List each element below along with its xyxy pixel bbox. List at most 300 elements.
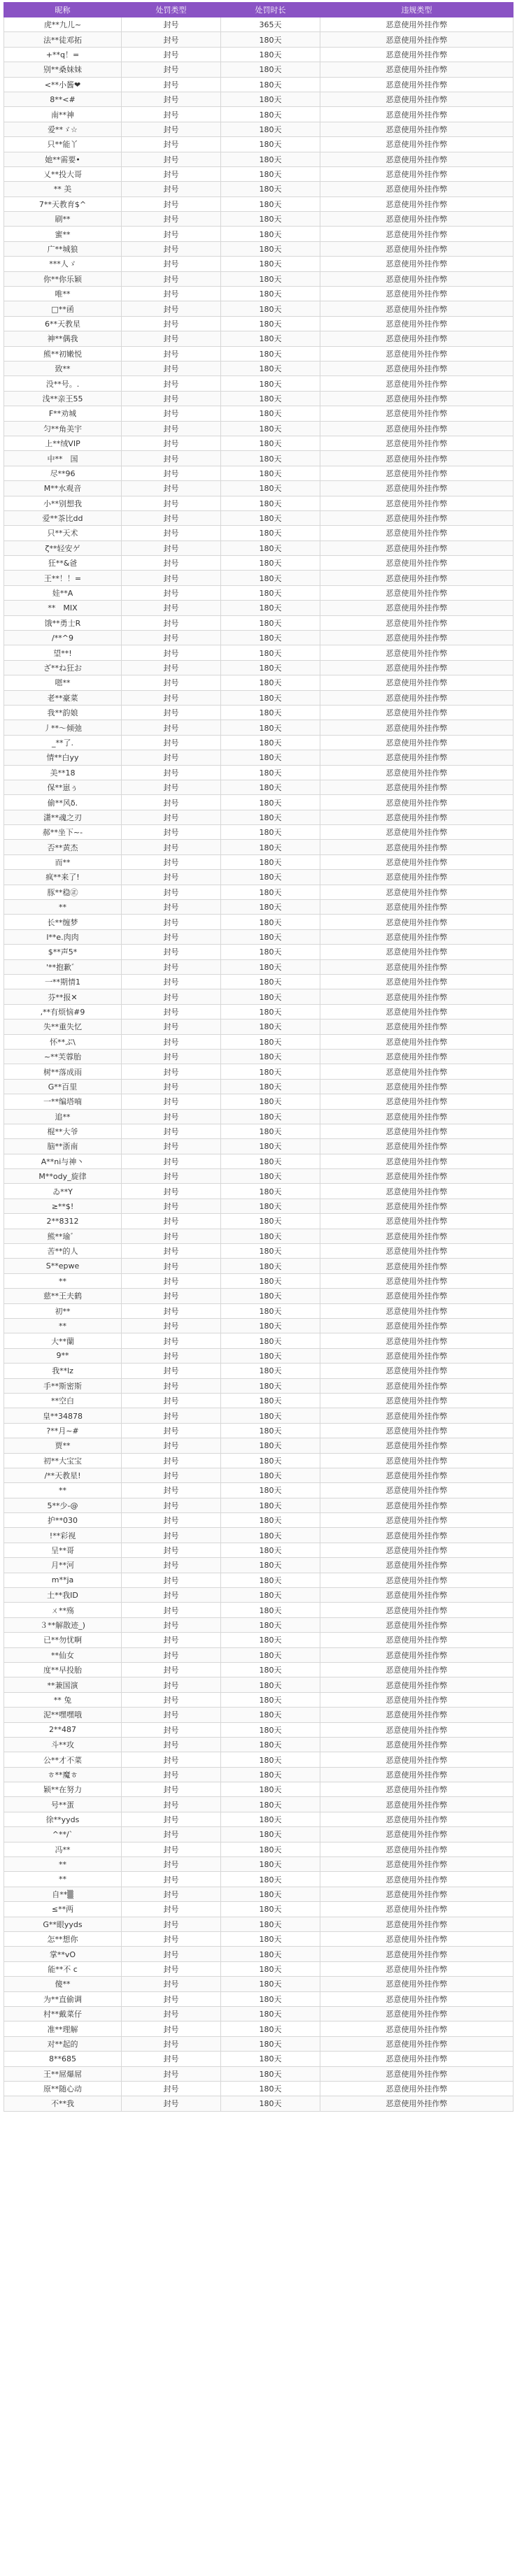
cell-punish-type: 封号 [122, 17, 221, 32]
cell-violation-type: 恶意使用外挂作弊 [320, 1872, 514, 1887]
cell-punish-duration: 180天 [221, 1229, 320, 1243]
cell-punish-type: 封号 [122, 1094, 221, 1109]
table-row [4, 1229, 514, 1243]
cell-violation-type: 恶意使用外挂作弊 [320, 62, 514, 77]
cell-violation-type: 恶意使用外挂作弊 [320, 690, 514, 705]
table-row [4, 840, 514, 854]
cell-violation-type: 恶意使用外挂作弊 [320, 1827, 514, 1842]
cell-violation-type: 恶意使用外挂作弊 [320, 1408, 514, 1423]
cell-violation-type: 恶意使用外挂作弊 [320, 1064, 514, 1079]
cell-punish-type: 封号 [122, 1812, 221, 1826]
cell-punish-type: 封号 [122, 945, 221, 959]
cell-punish-duration: 180天 [221, 2052, 320, 2066]
cell-punish-type: 封号 [122, 92, 221, 106]
cell-nickname: G**百里 [4, 1079, 122, 1094]
cell-punish-type: 封号 [122, 900, 221, 915]
cell-punish-type: 封号 [122, 526, 221, 541]
cell-violation-type: 恶意使用外挂作弊 [320, 1483, 514, 1498]
cell-punish-duration: 180天 [221, 900, 320, 915]
cell-punish-duration: 180天 [221, 2022, 320, 2036]
cell-punish-duration: 180天 [221, 1767, 320, 1782]
cell-punish-type: 封号 [122, 1378, 221, 1393]
table-row [4, 346, 514, 361]
cell-punish-type: 封号 [122, 1722, 221, 1737]
cell-punish-duration: 180天 [221, 750, 320, 765]
cell-violation-type: 恶意使用外挂作弊 [320, 526, 514, 541]
cell-punish-type: 封号 [122, 137, 221, 152]
table-row [4, 241, 514, 256]
cell-punish-duration: 180天 [221, 660, 320, 675]
cell-punish-duration: 180天 [221, 1737, 320, 1752]
cell-punish-duration: 180天 [221, 765, 320, 780]
cell-punish-type: 封号 [122, 765, 221, 780]
cell-nickname: 豚**稳㊣ [4, 885, 122, 899]
cell-punish-type: 封号 [122, 541, 221, 555]
cell-violation-type: 恶意使用外挂作弊 [320, 436, 514, 450]
cell-nickname: ≥**$! [4, 1198, 122, 1213]
table-row [4, 451, 514, 466]
cell-violation-type: 恶意使用外挂作弊 [320, 1857, 514, 1872]
cell-punish-duration: 180天 [221, 152, 320, 166]
cell-punish-type: 封号 [122, 840, 221, 854]
cell-punish-type: 封号 [122, 1603, 221, 1617]
cell-nickname: 中** 国 [4, 451, 122, 466]
cell-punish-duration: 180天 [221, 2006, 320, 2021]
table-row [4, 571, 514, 585]
table-row [4, 765, 514, 780]
cell-punish-duration: 180天 [221, 241, 320, 256]
cell-punish-type: 封号 [122, 1318, 221, 1333]
cell-punish-type: 封号 [122, 1214, 221, 1229]
cell-punish-type: 封号 [122, 481, 221, 496]
header-punish-type: 处罚类型 [122, 3, 221, 17]
cell-violation-type: 恶意使用外挂作弊 [320, 1303, 514, 1318]
cell-punish-type: 封号 [122, 1273, 221, 1288]
cell-punish-duration: 180天 [221, 675, 320, 690]
cell-punish-duration: 180天 [221, 1842, 320, 1856]
cell-punish-duration: 180天 [221, 1528, 320, 1543]
table-row [4, 1692, 514, 1707]
cell-nickname: ,**有烦恼#9 [4, 1004, 122, 1019]
table-row [4, 1737, 514, 1752]
table-row [4, 182, 514, 196]
cell-punish-duration: 180天 [221, 376, 320, 391]
cell-nickname: 乂**投大哥 [4, 166, 122, 181]
cell-nickname: 对**起的 [4, 2036, 122, 2051]
table-row [4, 989, 514, 1004]
cell-punish-type: 封号 [122, 1364, 221, 1378]
cell-nickname: 神**偶我 [4, 331, 122, 346]
cell-punish-type: 封号 [122, 1752, 221, 1767]
cell-punish-type: 封号 [122, 1558, 221, 1573]
cell-nickname: 徐**yyds [4, 1812, 122, 1826]
cell-punish-type: 封号 [122, 2022, 221, 2036]
cell-punish-type: 封号 [122, 556, 221, 571]
cell-nickname: 傻** [4, 1977, 122, 1991]
cell-punish-type: 封号 [122, 1917, 221, 1931]
cell-nickname: 能**不 c [4, 1961, 122, 1976]
cell-punish-duration: 180天 [221, 316, 320, 331]
table-row [4, 1079, 514, 1094]
cell-violation-type: 恶意使用外挂作弊 [320, 1932, 514, 1947]
table-row [4, 1198, 514, 1213]
header-nickname: 昵称 [4, 3, 122, 17]
cell-punish-type: 封号 [122, 1139, 221, 1154]
cell-punish-type: 封号 [122, 1677, 221, 1692]
cell-violation-type: 恶意使用外挂作弊 [320, 795, 514, 810]
table-row [4, 92, 514, 106]
cell-violation-type: 恶意使用外挂作弊 [320, 1438, 514, 1453]
cell-punish-type: 封号 [122, 152, 221, 166]
cell-punish-duration: 180天 [221, 1139, 320, 1154]
cell-nickname: /**^9 [4, 631, 122, 645]
cell-punish-type: 封号 [122, 376, 221, 391]
table-row [4, 645, 514, 660]
cell-violation-type: 恶意使用外挂作弊 [320, 1617, 514, 1632]
cell-nickname: M**ody_旋律 [4, 1169, 122, 1184]
cell-punish-duration: 180天 [221, 825, 320, 840]
cell-nickname: ** [4, 1318, 122, 1333]
cell-violation-type: 恶意使用外挂作弊 [320, 122, 514, 136]
cell-punish-type: 封号 [122, 1408, 221, 1423]
cell-punish-duration: 180天 [221, 496, 320, 510]
cell-punish-duration: 180天 [221, 391, 320, 406]
cell-punish-type: 封号 [122, 1079, 221, 1094]
cell-nickname: 村**戴菜仔 [4, 2006, 122, 2021]
cell-violation-type: 恶意使用外挂作弊 [320, 631, 514, 645]
cell-punish-duration: 180天 [221, 1453, 320, 1468]
table-row [4, 885, 514, 899]
cell-punish-duration: 180天 [221, 361, 320, 375]
cell-nickname: 疯**来了! [4, 870, 122, 885]
cell-punish-duration: 180天 [221, 1677, 320, 1692]
cell-violation-type: 恶意使用外挂作弊 [320, 660, 514, 675]
cell-nickname: 匀**角美宇 [4, 421, 122, 436]
cell-punish-type: 封号 [122, 975, 221, 989]
table-row [4, 257, 514, 271]
table-row [4, 2081, 514, 2096]
cell-nickname: 泥**嘿嘿哦 [4, 1708, 122, 1722]
table-row [4, 361, 514, 375]
cell-punish-duration: 180天 [221, 2066, 320, 2081]
table-row [4, 376, 514, 391]
table-row [4, 1393, 514, 1408]
table-row [4, 750, 514, 765]
cell-violation-type: 恶意使用外挂作弊 [320, 196, 514, 211]
table-row [4, 1378, 514, 1393]
table-row [4, 436, 514, 450]
cell-punish-type: 封号 [122, 1737, 221, 1752]
cell-punish-duration: 365天 [221, 17, 320, 32]
table-row [4, 1303, 514, 1318]
cell-punish-duration: 180天 [221, 1722, 320, 1737]
cell-punish-duration: 180天 [221, 1872, 320, 1887]
cell-violation-type: 恶意使用外挂作弊 [320, 1842, 514, 1856]
cell-punish-type: 封号 [122, 1932, 221, 1947]
cell-punish-type: 封号 [122, 391, 221, 406]
table-row [4, 1647, 514, 1662]
cell-punish-duration: 180天 [221, 346, 320, 361]
cell-nickname: 嗯** [4, 675, 122, 690]
table-row [4, 2066, 514, 2081]
cell-nickname: 芬**报✕ [4, 989, 122, 1004]
cell-nickname: 怎**想你 [4, 1932, 122, 1947]
cell-punish-duration: 180天 [221, 690, 320, 705]
cell-punish-duration: 180天 [221, 1647, 320, 1662]
cell-punish-type: 封号 [122, 496, 221, 510]
cell-violation-type: 恶意使用外挂作弊 [320, 227, 514, 241]
cell-nickname: 偷**风δ. [4, 795, 122, 810]
cell-nickname: +**q！= [4, 47, 122, 62]
cell-punish-duration: 180天 [221, 510, 320, 525]
cell-punish-type: 封号 [122, 1827, 221, 1842]
cell-punish-type: 封号 [122, 271, 221, 286]
cell-punish-duration: 180天 [221, 107, 320, 122]
cell-punish-duration: 180天 [221, 870, 320, 885]
table-row [4, 1438, 514, 1453]
cell-violation-type: 恶意使用外挂作弊 [320, 1737, 514, 1752]
cell-violation-type: 恶意使用外挂作弊 [320, 1154, 514, 1168]
cell-nickname: 7**天教育$^ [4, 196, 122, 211]
table-row [4, 406, 514, 421]
cell-violation-type: 恶意使用外挂作弊 [320, 959, 514, 974]
header-punish-duration: 处罚时长 [221, 3, 320, 17]
cell-punish-duration: 180天 [221, 1198, 320, 1213]
cell-nickname: ** [4, 1483, 122, 1498]
cell-punish-type: 封号 [122, 675, 221, 690]
cell-nickname: 尽**96 [4, 466, 122, 480]
table-row [4, 1259, 514, 1273]
cell-nickname: 9** [4, 1348, 122, 1363]
cell-punish-type: 封号 [122, 2052, 221, 2066]
cell-punish-duration: 180天 [221, 615, 320, 630]
cell-violation-type: 恶意使用外挂作弊 [320, 1348, 514, 1363]
cell-punish-type: 封号 [122, 615, 221, 630]
cell-nickname: 饿**勇士R [4, 615, 122, 630]
cell-punish-type: 封号 [122, 631, 221, 645]
table-row [4, 331, 514, 346]
cell-punish-type: 封号 [122, 196, 221, 211]
cell-violation-type: 恶意使用外挂作弊 [320, 1289, 514, 1303]
cell-violation-type: 恶意使用外挂作弊 [320, 1139, 514, 1154]
cell-punish-duration: 180天 [221, 1393, 320, 1408]
cell-nickname: 而** [4, 854, 122, 869]
table-row [4, 196, 514, 211]
cell-violation-type: 恶意使用外挂作弊 [320, 152, 514, 166]
cell-nickname: 你**你乐颖 [4, 271, 122, 286]
cell-punish-duration: 180天 [221, 526, 320, 541]
table-row [4, 1797, 514, 1812]
table-row [4, 1064, 514, 1079]
cell-nickname: 追** [4, 1109, 122, 1124]
cell-punish-duration: 180天 [221, 989, 320, 1004]
cell-punish-type: 封号 [122, 1498, 221, 1512]
table-row [4, 77, 514, 92]
cell-nickname: 南**神 [4, 107, 122, 122]
cell-nickname: !**彩视 [4, 1528, 122, 1543]
cell-nickname: 斗**攻 [4, 1737, 122, 1752]
cell-violation-type: 恶意使用外挂作弊 [320, 556, 514, 571]
cell-violation-type: 恶意使用外挂作弊 [320, 1378, 514, 1393]
table-row [4, 915, 514, 929]
cell-violation-type: 恶意使用外挂作弊 [320, 854, 514, 869]
cell-violation-type: 恶意使用外挂作弊 [320, 1273, 514, 1288]
cell-punish-duration: 180天 [221, 122, 320, 136]
cell-nickname: 土**我ID [4, 1588, 122, 1603]
cell-violation-type: 恶意使用外挂作弊 [320, 1364, 514, 1378]
cell-punish-duration: 180天 [221, 1543, 320, 1557]
cell-punish-type: 封号 [122, 107, 221, 122]
cell-violation-type: 恶意使用外挂作弊 [320, 2052, 514, 2066]
cell-nickname: ^**/` [4, 1827, 122, 1842]
cell-punish-type: 封号 [122, 989, 221, 1004]
table-row [4, 556, 514, 571]
cell-nickname: ~**芙蓉胎 [4, 1049, 122, 1064]
table-row [4, 1453, 514, 1468]
cell-violation-type: 恶意使用外挂作弊 [320, 1184, 514, 1198]
cell-punish-duration: 180天 [221, 1573, 320, 1587]
cell-nickname: ** 美 [4, 182, 122, 196]
cell-punish-type: 封号 [122, 1633, 221, 1647]
table-row [4, 391, 514, 406]
cell-punish-duration: 180天 [221, 287, 320, 301]
cell-violation-type: 恶意使用外挂作弊 [320, 1573, 514, 1587]
cell-punish-duration: 180天 [221, 1633, 320, 1647]
cell-punish-type: 封号 [122, 182, 221, 196]
cell-nickname: 她**需要• [4, 152, 122, 166]
cell-nickname: ζ**轻安ゲ [4, 541, 122, 555]
cell-punish-type: 封号 [122, 705, 221, 720]
cell-punish-duration: 180天 [221, 1797, 320, 1812]
cell-punish-type: 封号 [122, 122, 221, 136]
cell-punish-type: 封号 [122, 361, 221, 375]
cell-violation-type: 恶意使用外挂作弊 [320, 2022, 514, 2036]
cell-nickname: 8**685 [4, 2052, 122, 2066]
cell-nickname: 怀**ぷ\ [4, 1034, 122, 1049]
cell-punish-duration: 180天 [221, 705, 320, 720]
cell-violation-type: 恶意使用外挂作弊 [320, 1812, 514, 1826]
cell-nickname: 手**斯密斯 [4, 1378, 122, 1393]
cell-punish-type: 封号 [122, 1034, 221, 1049]
table-row [4, 496, 514, 510]
table-row [4, 1318, 514, 1333]
cell-nickname: l**e.肉肉 [4, 929, 122, 944]
cell-violation-type: 恶意使用外挂作弊 [320, 1124, 514, 1138]
cell-punish-duration: 180天 [221, 1364, 320, 1378]
cell-punish-duration: 180天 [221, 1498, 320, 1512]
cell-punish-type: 封号 [122, 2036, 221, 2051]
table-row [4, 1528, 514, 1543]
cell-punish-duration: 180天 [221, 1378, 320, 1393]
cell-violation-type: 恶意使用外挂作弊 [320, 137, 514, 152]
table-row [4, 870, 514, 885]
cell-nickname: ㄨ**殇 [4, 1603, 122, 1617]
cell-punish-duration: 180天 [221, 720, 320, 735]
cell-punish-duration: 180天 [221, 212, 320, 227]
table-row [4, 1019, 514, 1034]
table-row [4, 2096, 514, 2111]
cell-nickname: 一**期情1 [4, 975, 122, 989]
cell-punish-duration: 180天 [221, 795, 320, 810]
cell-nickname: 美**18 [4, 765, 122, 780]
cell-punish-duration: 180天 [221, 1513, 320, 1528]
cell-punish-duration: 180天 [221, 1214, 320, 1229]
cell-nickname: 失**重失忆 [4, 1019, 122, 1034]
cell-violation-type: 恶意使用外挂作弊 [320, 1318, 514, 1333]
cell-violation-type: 恶意使用外挂作弊 [320, 301, 514, 316]
table-row [4, 2006, 514, 2021]
cell-punish-type: 封号 [122, 1109, 221, 1124]
table-row [4, 900, 514, 915]
table-row [4, 1677, 514, 1692]
cell-punish-type: 封号 [122, 1842, 221, 1856]
cell-nickname: 度**早投胎 [4, 1662, 122, 1677]
cell-punish-type: 封号 [122, 257, 221, 271]
cell-nickname: 长**缠梦 [4, 915, 122, 929]
cell-punish-duration: 180天 [221, 1857, 320, 1872]
cell-violation-type: 恶意使用外挂作弊 [320, 287, 514, 301]
cell-punish-type: 封号 [122, 1169, 221, 1184]
table-row [4, 705, 514, 720]
table-row [4, 1049, 514, 1064]
cell-nickname: 慈**王夫鹤 [4, 1289, 122, 1303]
cell-punish-type: 封号 [122, 1947, 221, 1961]
table-row [4, 1603, 514, 1617]
cell-punish-type: 封号 [122, 346, 221, 361]
cell-punish-duration: 180天 [221, 945, 320, 959]
cell-punish-type: 封号 [122, 825, 221, 840]
cell-punish-type: 封号 [122, 1468, 221, 1482]
table-row [4, 1109, 514, 1124]
table-row [4, 1947, 514, 1961]
table-row [4, 1543, 514, 1557]
cell-violation-type: 恶意使用外挂作弊 [320, 1722, 514, 1737]
cell-punish-duration: 180天 [221, 1244, 320, 1259]
cell-punish-duration: 180天 [221, 854, 320, 869]
cell-punish-type: 封号 [122, 1543, 221, 1557]
cell-violation-type: 恶意使用外挂作弊 [320, 1767, 514, 1782]
cell-punish-type: 封号 [122, 1797, 221, 1812]
table-row [4, 1977, 514, 1991]
cell-punish-duration: 180天 [221, 421, 320, 436]
cell-violation-type: 恶意使用外挂作弊 [320, 1692, 514, 1707]
table-row [4, 2036, 514, 2051]
table-row [4, 1633, 514, 1647]
cell-punish-type: 封号 [122, 1064, 221, 1079]
cell-nickname: 狂**&爸 [4, 556, 122, 571]
cell-nickname: 不**我 [4, 2096, 122, 2111]
cell-punish-type: 封号 [122, 1662, 221, 1677]
cell-nickname: 刷** [4, 212, 122, 227]
table-row [4, 107, 514, 122]
cell-punish-duration: 180天 [221, 1064, 320, 1079]
table-row [4, 1917, 514, 1931]
cell-nickname: 2**8312 [4, 1214, 122, 1229]
cell-nickname: ** MIX [4, 601, 122, 615]
cell-punish-type: 封号 [122, 959, 221, 974]
cell-punish-duration: 180天 [221, 1019, 320, 1034]
table-row [4, 466, 514, 480]
cell-nickname: 颖**在努力 [4, 1782, 122, 1797]
cell-nickname: '**抱歉゛ [4, 959, 122, 974]
cell-punish-type: 封号 [122, 47, 221, 62]
cell-punish-type: 封号 [122, 466, 221, 480]
table-row [4, 1558, 514, 1573]
cell-nickname: 冯** [4, 1842, 122, 1856]
cell-violation-type: 恶意使用外挂作弊 [320, 481, 514, 496]
cell-punish-type: 封号 [122, 227, 221, 241]
cell-punish-duration: 180天 [221, 1662, 320, 1677]
